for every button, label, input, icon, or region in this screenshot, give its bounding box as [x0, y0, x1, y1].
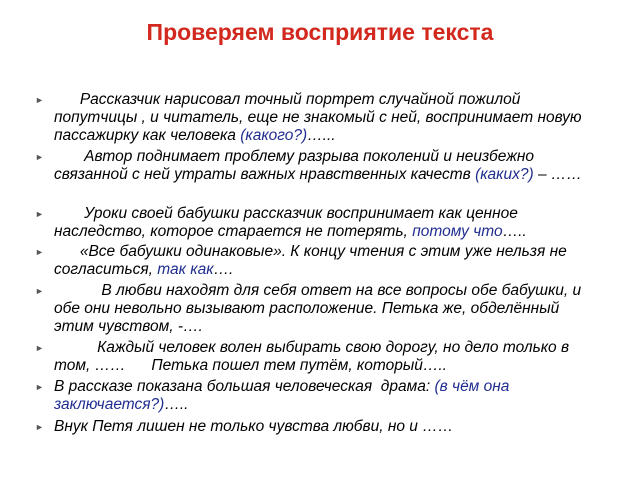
item-question: (в чём она заключается?) — [54, 378, 510, 413]
item-indent — [54, 282, 101, 299]
item-indent — [54, 148, 84, 165]
list-item — [35, 418, 594, 436]
item-text: Уроки своей бабушки рассказчик воспринимает как ценное наследство, которое старается не потерять, — [54, 205, 518, 240]
item-text: В рассказе показана большая человеческая драма: — [54, 378, 435, 395]
list-item — [35, 378, 594, 414]
bullet-icon: ► — [35, 286, 44, 296]
bullet-icon: ► — [35, 422, 44, 432]
bullet-icon: ► — [35, 343, 44, 353]
item-ellipsis: …. — [213, 261, 234, 278]
item-question: (каких?) — [475, 166, 534, 183]
item-question: (какого?) — [240, 127, 308, 144]
item-indent — [54, 91, 80, 108]
item-ellipsis: ….. — [502, 223, 527, 240]
bullet-icon: ► — [35, 247, 44, 257]
list-item — [35, 282, 594, 336]
item-ellipsis: ….. — [164, 396, 189, 413]
list-item — [35, 148, 594, 184]
bullet-icon: ► — [35, 209, 44, 219]
item-ellipsis: – …… — [533, 166, 582, 183]
slide-title: Проверяем восприятие текста — [146, 19, 494, 45]
item-text: Каждый человек волен выбирать свою дорогу, но дело только в том, …… Петька пошел тем путём, который….. — [54, 339, 570, 374]
list-item — [35, 339, 594, 375]
list-item — [35, 91, 594, 145]
item-text: Автор поднимает проблему разрыва поколений и неизбежно связанной с ней утраты важных нравственных качеств — [54, 148, 535, 183]
item-indent — [54, 205, 84, 222]
item-ellipsis: …... — [307, 127, 336, 144]
bullet-icon: ► — [35, 382, 44, 392]
item-question: потому что — [412, 223, 503, 240]
list-item — [35, 243, 594, 279]
item-text: Внук Петя лишен не только чувства любви, но и …… — [54, 418, 454, 435]
list-item — [35, 205, 594, 241]
item-text: В любви находят для себя ответ на все вопросы обе бабушки, и обе они невольно вызывают расположение. Петька же, обделённый этим чувством, -…. — [54, 282, 582, 335]
bullet-icon: ► — [35, 152, 44, 162]
item-indent — [54, 339, 97, 356]
bullet-icon: ► — [35, 95, 44, 105]
item-text: Рассказчик нарисовал точный портрет случайной пожилой попутчицы , и читатель, еще не знакомый с ней, воспринимает новую пассажирку как человека — [54, 91, 582, 144]
item-question: так как — [157, 261, 214, 278]
item-text: «Все бабушки одинаковые». К концу чтения с этим уже нельзя не согласиться, — [54, 243, 567, 278]
item-indent — [54, 243, 80, 260]
